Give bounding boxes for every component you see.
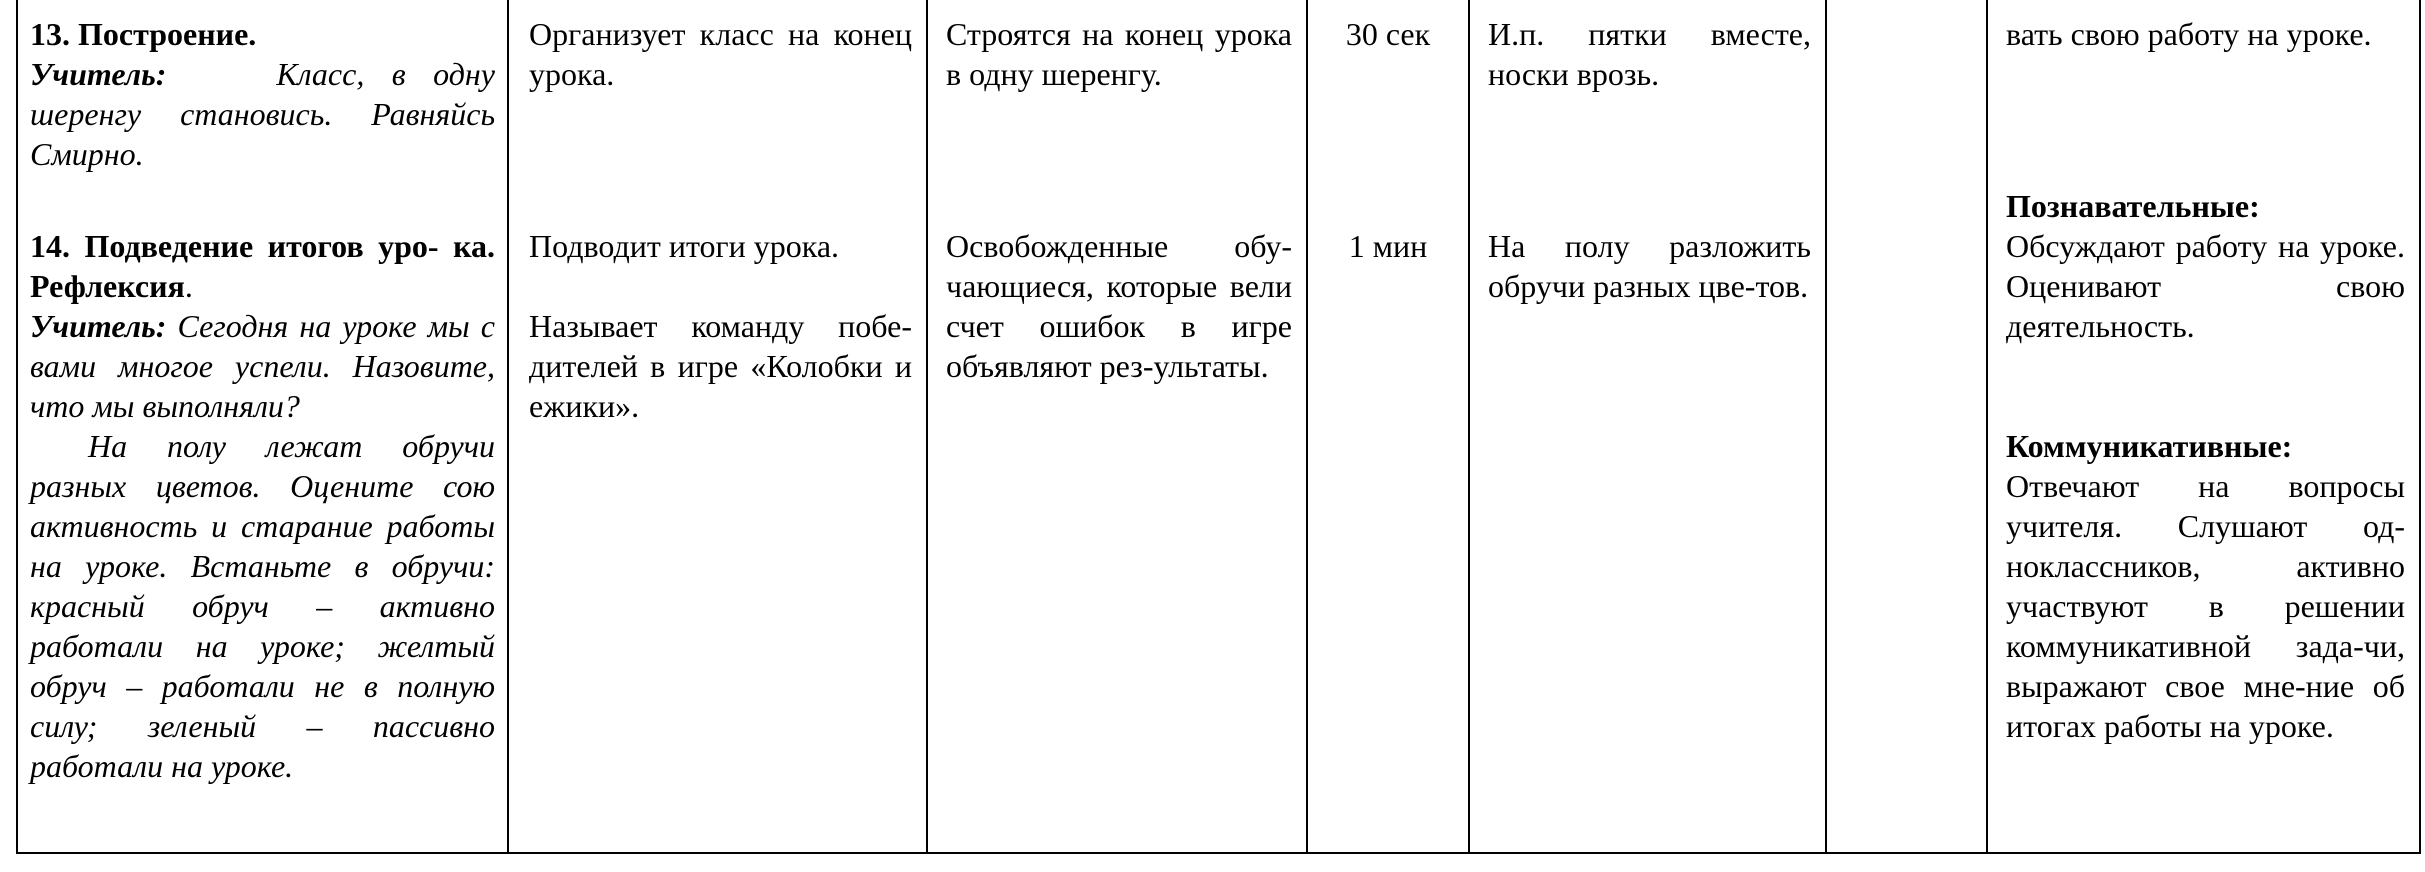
stage-14-hoops-instruction: На полу лежат обручи разных цветов. Оцените сою активность и старание работы на уроке. Встаньте в обручи: красный обруч – активно работали на уроке; желтый обруч – работали не в полную силу; зеленый – пассивно работали на уроке. — [30, 428, 495, 784]
stage-14-teacher-speech — [30, 306, 495, 426]
stage-14-teacher-activity-1: Подводит итоги урока. — [529, 228, 840, 264]
stage-14-time: 1 мин — [1348, 228, 1428, 264]
column-methodical-notes — [1470, 0, 1827, 852]
communicative-text: Отвечают на вопросы учителя. Слушают од-ноклассников, активно участвуют в решении коммуникативной зада-чи, выражают свое мне-ние об итогах работы на уроке. — [2006, 468, 2405, 744]
column-stage-content — [18, 0, 509, 852]
teacher-text: Сегодня на уроке мы с вами многое успели. Назовите, что мы выполняли? — [30, 308, 495, 424]
stage-13-student-activity: Строятся на конец урока в одну шеренгу. — [946, 16, 1292, 92]
stage-14-student-activity: Освобожденные обу-чающиеся, которые вели счет ошибок в игре объявляют рез-ультаты. — [946, 228, 1292, 384]
stage-13-teacher-activity: Организует класс на конец урока. — [529, 16, 912, 92]
teacher-label: Учитель: — [30, 56, 167, 92]
cognitive-heading: Познавательные: — [2006, 188, 2260, 224]
stage-14-title: 14. Подведение итогов уро- ка. Рефлексия. — [30, 228, 496, 304]
teacher-text: Класс, в одну шеренгу становись. Равняйсь Смирно. — [30, 56, 496, 172]
stage-14-teacher-activity-2: Называет команду побе-дителей в игре «Колобки и ежики». — [529, 308, 912, 424]
stage-14-notes: На полу разложить обручи разных цве-тов. — [1488, 228, 1811, 304]
stage-13-teacher-speech — [30, 54, 495, 174]
teacher-label: Учитель: — [30, 308, 167, 344]
column-dosage — [1308, 0, 1470, 852]
cognitive-text: Обсуждают работу на уроке. Оценивают свою деятельность. — [2006, 228, 2405, 344]
stage-13-notes: И.п. пятки вместе, носки врозь. — [1488, 16, 1811, 92]
lesson-plan-table — [16, 0, 2421, 854]
column-student-activity — [928, 0, 1308, 852]
column-teacher-activity — [509, 0, 928, 852]
column-learning-actions — [1988, 0, 2423, 852]
column-empty — [1827, 0, 1988, 852]
stage-13-learning-actions: вать свою работу на уроке. — [2006, 16, 2372, 52]
stage-13-time: 30 сек — [1345, 16, 1431, 52]
stage-13-title: 13. Построение. — [30, 16, 257, 52]
communicative-heading: Коммуникативные: — [2006, 428, 2293, 464]
